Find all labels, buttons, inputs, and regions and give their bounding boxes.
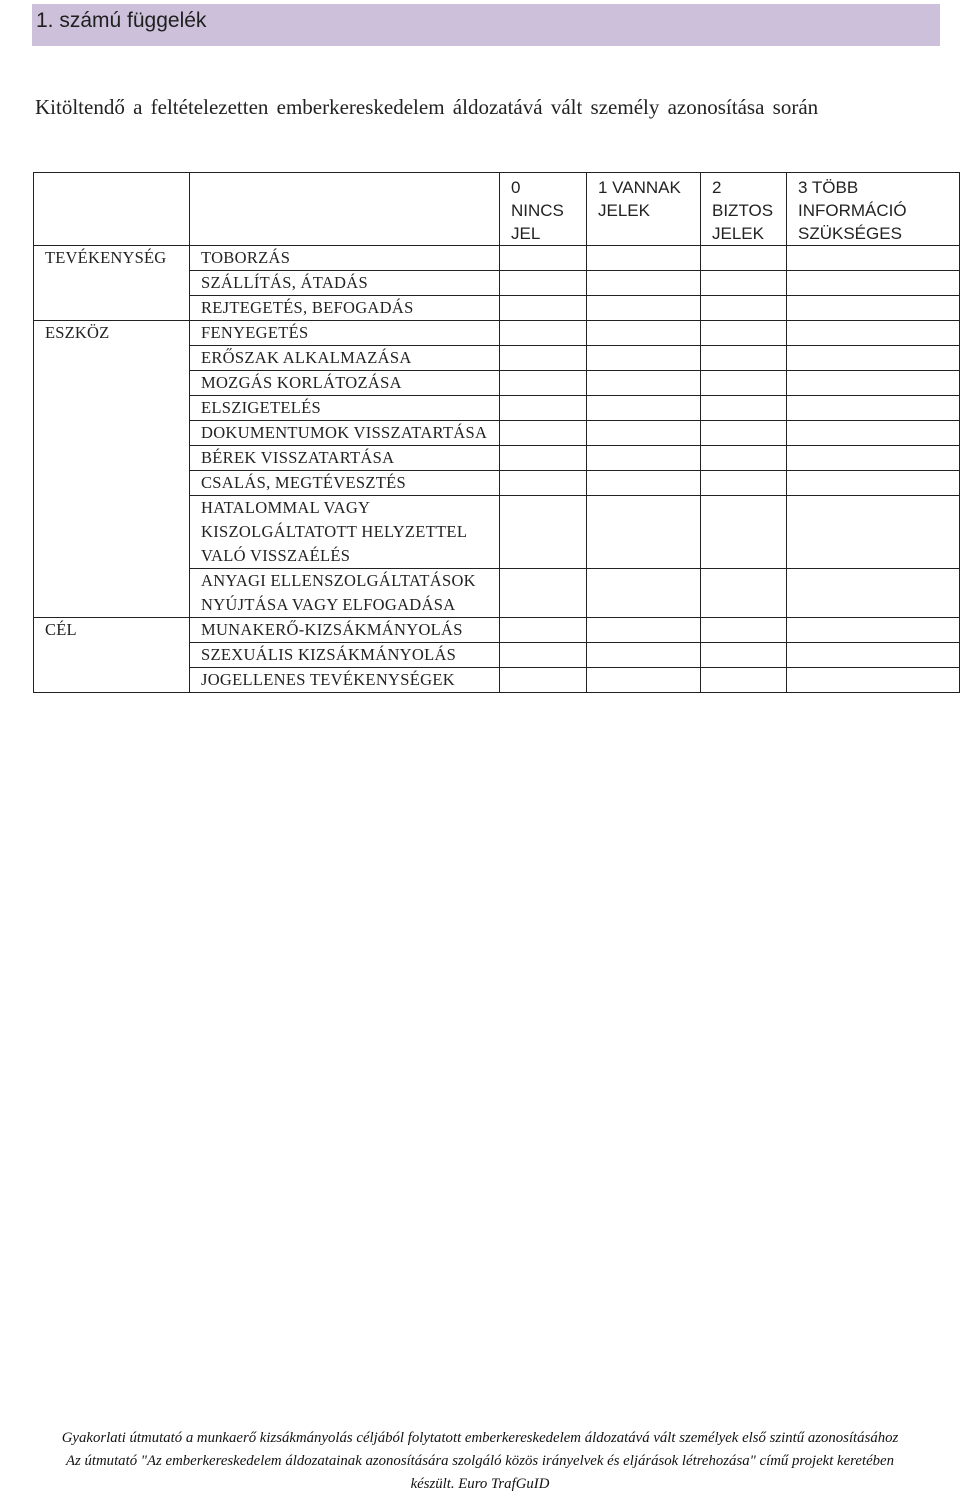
assessment-cell[interactable] — [500, 668, 587, 693]
assessment-cell[interactable] — [701, 421, 787, 446]
assessment-cell[interactable] — [701, 643, 787, 668]
assessment-cell[interactable] — [787, 246, 960, 271]
assessment-cell[interactable] — [701, 396, 787, 421]
assessment-cell[interactable] — [701, 371, 787, 396]
assessment-cell[interactable] — [787, 446, 960, 471]
assessment-cell[interactable] — [587, 643, 701, 668]
assessment-cell[interactable] — [787, 618, 960, 643]
appendix-header-bar — [32, 4, 940, 46]
footer-line-2: Az útmutató "Az emberkereskedelem áldozatainak azonosítására szolgáló közös irányelvek és eljárások létrehozása" című projekt keretében — [65, 1453, 894, 1469]
criterion-cell: JOGELLENES TEVÉKENYSÉGEK — [190, 668, 500, 693]
column-header-no-sign: 0 NINCS JEL — [500, 173, 587, 246]
assessment-cell[interactable] — [587, 321, 701, 346]
assessment-cell[interactable] — [787, 471, 960, 496]
assessment-cell[interactable] — [500, 346, 587, 371]
assessment-cell[interactable] — [500, 471, 587, 496]
column-header-signs-present: 1 VANNAK JELEK — [587, 173, 701, 246]
criterion-cell: HATALOMMAL VAGY KISZOLGÁLTATOTT HELYZETTEL VALÓ VISSZAÉLÉS — [190, 496, 500, 569]
column-header-more-info-needed: 3 TÖBB INFORMÁCIÓ SZÜKSÉGES — [787, 173, 960, 246]
assessment-cell[interactable] — [500, 371, 587, 396]
criterion-cell: DOKUMENTUMOK VISSZATARTÁSA — [190, 421, 500, 446]
assessment-cell[interactable] — [787, 346, 960, 371]
identification-table — [33, 172, 960, 693]
criterion-cell: ERŐSZAK ALKALMAZÁSA — [190, 346, 500, 371]
appendix-title: 1. számú függelék — [36, 9, 207, 32]
assessment-cell[interactable] — [587, 346, 701, 371]
footer-line-3: készült. Euro TrafGuID — [410, 1476, 550, 1492]
column-header-certain-signs: 2 BIZTOS JELEK — [701, 173, 787, 246]
table-header-row — [34, 173, 960, 246]
assessment-cell[interactable] — [787, 321, 960, 346]
assessment-cell[interactable] — [587, 371, 701, 396]
assessment-cell[interactable] — [500, 396, 587, 421]
assessment-cell[interactable] — [787, 396, 960, 421]
table-row — [34, 618, 960, 643]
criterion-cell: BÉREK VISSZATARTÁSA — [190, 446, 500, 471]
assessment-cell[interactable] — [587, 396, 701, 421]
assessment-cell[interactable] — [587, 271, 701, 296]
assessment-cell[interactable] — [787, 371, 960, 396]
criterion-cell: TOBORZÁS — [190, 246, 500, 271]
assessment-cell[interactable] — [500, 321, 587, 346]
category-cell: CÉL — [34, 618, 190, 693]
assessment-cell[interactable] — [587, 296, 701, 321]
assessment-cell[interactable] — [701, 471, 787, 496]
criterion-cell: FENYEGETÉS — [190, 321, 500, 346]
criterion-cell: CSALÁS, MEGTÉVESZTÉS — [190, 471, 500, 496]
assessment-cell[interactable] — [787, 668, 960, 693]
assessment-cell[interactable] — [587, 446, 701, 471]
assessment-cell[interactable] — [701, 618, 787, 643]
assessment-cell[interactable] — [587, 471, 701, 496]
assessment-cell[interactable] — [787, 271, 960, 296]
footer-line-1: Gyakorlati útmutató a munkaerő kizsákmányolás céljából folytatott emberkereskedelem áldozatává vált személyek első szintű azonosításához — [61, 1430, 899, 1446]
assessment-cell[interactable] — [787, 421, 960, 446]
category-cell: ESZKÖZ — [34, 321, 190, 618]
assessment-cell[interactable] — [500, 246, 587, 271]
assessment-cell[interactable] — [701, 346, 787, 371]
assessment-cell[interactable] — [587, 668, 701, 693]
form-subtitle: Kitöltendő a feltételezetten emberkereskedelem áldozatává vált személy azonosítása során — [35, 95, 819, 119]
assessment-cell[interactable] — [587, 421, 701, 446]
assessment-cell[interactable] — [701, 446, 787, 471]
assessment-cell[interactable] — [500, 618, 587, 643]
assessment-cell[interactable] — [787, 296, 960, 321]
header-empty-cell — [190, 173, 500, 246]
criterion-cell: SZEXUÁLIS KIZSÁKMÁNYOLÁS — [190, 643, 500, 668]
table-body — [34, 173, 960, 693]
table-row — [34, 321, 960, 346]
assessment-cell[interactable] — [701, 271, 787, 296]
assessment-cell[interactable] — [701, 321, 787, 346]
criterion-cell: MOZGÁS KORLÁTOZÁSA — [190, 371, 500, 396]
assessment-cell[interactable] — [587, 618, 701, 643]
table-row — [34, 246, 960, 271]
assessment-cell[interactable] — [787, 569, 960, 618]
assessment-cell[interactable] — [587, 496, 701, 569]
assessment-cell[interactable] — [701, 569, 787, 618]
assessment-cell[interactable] — [500, 296, 587, 321]
criterion-cell: ANYAGI ELLENSZOLGÁLTATÁSOK NYÚJTÁSA VAGY ELFOGADÁSA — [190, 569, 500, 618]
assessment-cell[interactable] — [701, 496, 787, 569]
assessment-cell[interactable] — [500, 421, 587, 446]
criterion-cell: ELSZIGETELÉS — [190, 396, 500, 421]
criterion-cell: MUNAKERŐ-KIZSÁKMÁNYOLÁS — [190, 618, 500, 643]
assessment-cell[interactable] — [500, 496, 587, 569]
assessment-cell[interactable] — [500, 446, 587, 471]
criterion-cell: SZÁLLÍTÁS, ÁTADÁS — [190, 271, 500, 296]
assessment-cell[interactable] — [787, 496, 960, 569]
assessment-cell[interactable] — [587, 569, 701, 618]
header-empty-cell — [34, 173, 190, 246]
assessment-cell[interactable] — [701, 668, 787, 693]
assessment-cell[interactable] — [500, 569, 587, 618]
criterion-cell: REJTEGETÉS, BEFOGADÁS — [190, 296, 500, 321]
category-cell: TEVÉKENYSÉG — [34, 246, 190, 321]
assessment-cell[interactable] — [701, 246, 787, 271]
assessment-cell[interactable] — [500, 271, 587, 296]
assessment-cell[interactable] — [701, 296, 787, 321]
assessment-cell[interactable] — [587, 246, 701, 271]
page-footer — [0, 1427, 960, 1496]
assessment-cell[interactable] — [500, 643, 587, 668]
assessment-cell[interactable] — [787, 643, 960, 668]
